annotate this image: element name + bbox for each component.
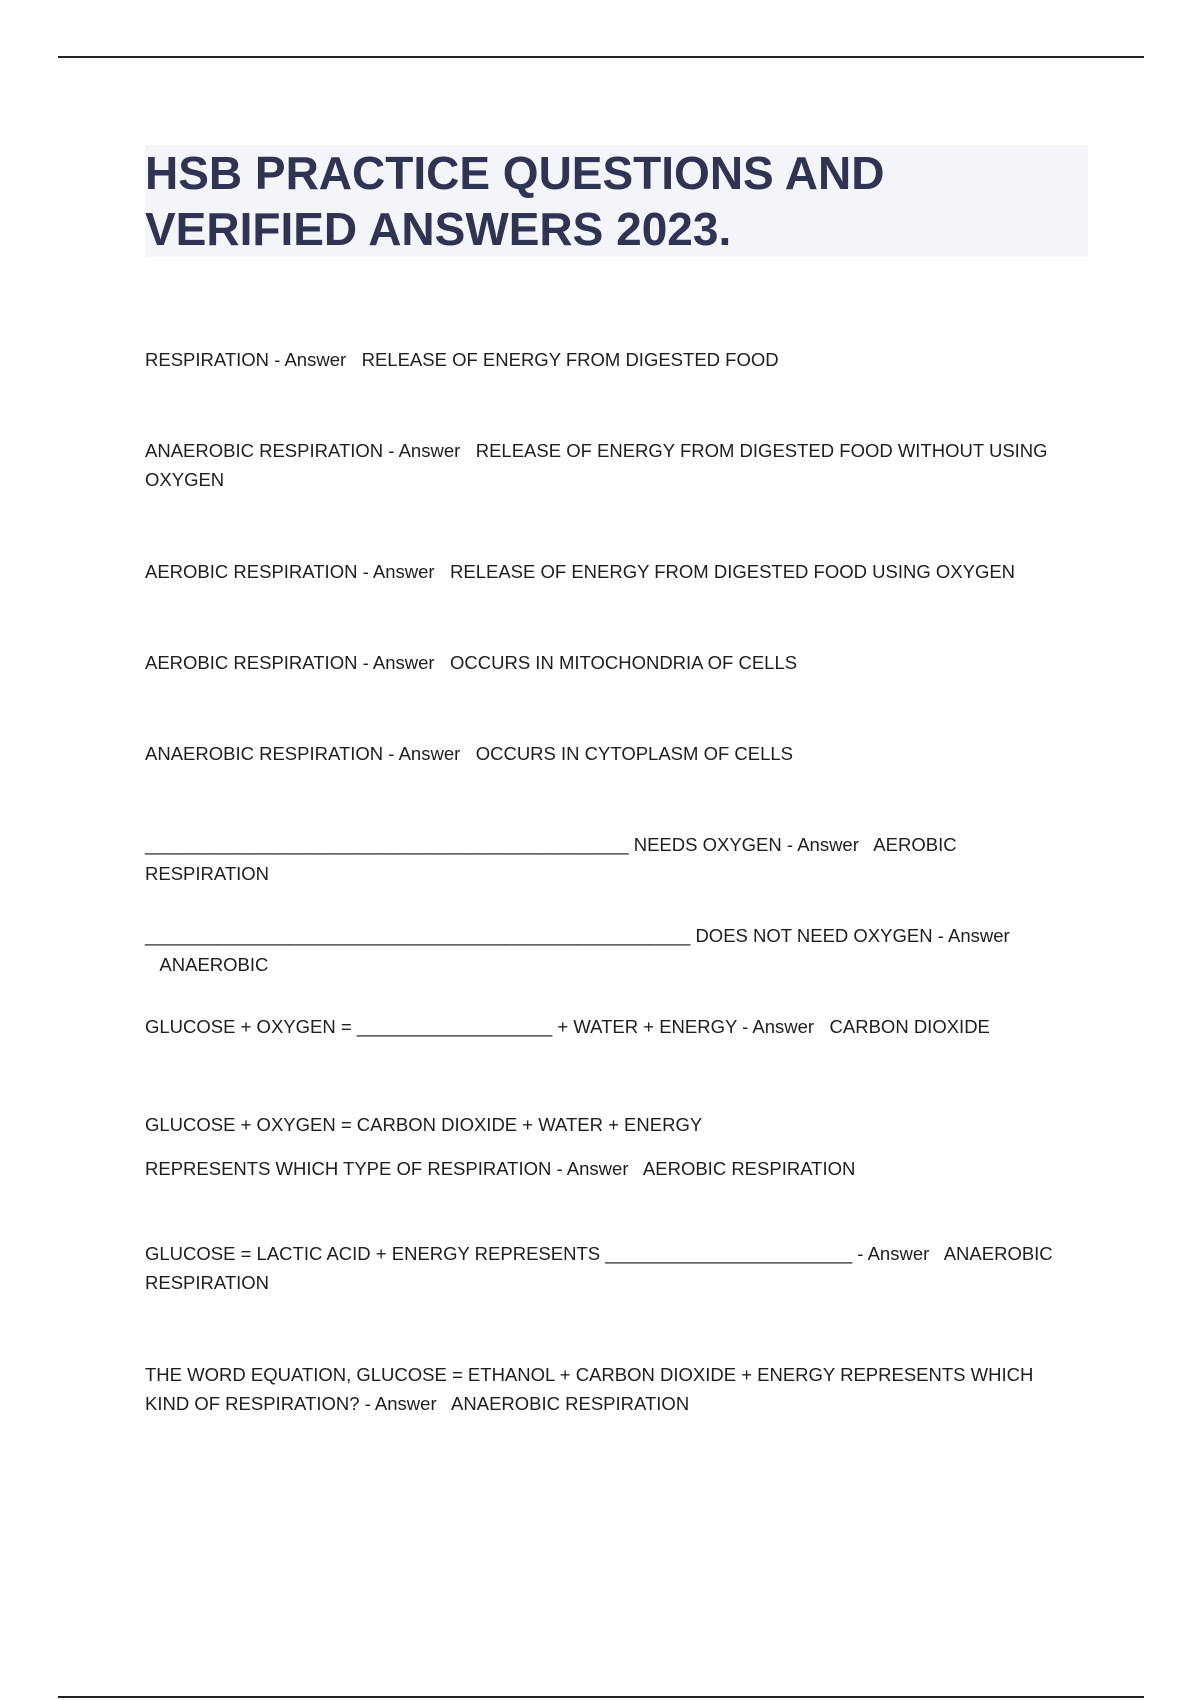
question-text: GLUCOSE = LACTIC ACID + ENERGY REPRESENTS ________________________ <box>145 1243 853 1264</box>
answer-text: AEROBIC RESPIRATION <box>145 834 957 884</box>
answer-text: OCCURS IN MITOCHONDRIA OF CELLS <box>450 652 798 673</box>
answer-label: Answer <box>398 743 461 764</box>
qa-item-4: AEROBIC RESPIRATION - Answer OCCURS IN MITOCHONDRIA OF CELLS <box>145 652 798 673</box>
qa-item-7: _____________________________________________________ DOES NOT NEED OXYGEN - Answer ANAEROBIC <box>145 925 1010 975</box>
answer-label: Answer <box>948 925 1010 946</box>
qa-item-2: ANAEROBIC RESPIRATION - Answer RELEASE OF ENERGY FROM DIGESTED FOOD WITHOUT USING OXYGEN <box>145 440 1048 490</box>
answer-label: Answer <box>374 1393 437 1414</box>
question-text-line-1: GLUCOSE + OXYGEN = CARBON DIOXIDE + WATER + ENERGY <box>145 1114 703 1135</box>
qa-item-11: THE WORD EQUATION, GLUCOSE = ETHANOL + CARBON DIOXIDE + ENERGY REPRESENTS WHICH KIND OF RESPIRATION? - Answer ANAEROBIC RESPIRATION <box>145 1364 1034 1414</box>
answer-label: Answer <box>867 1243 930 1264</box>
question-text: ANAEROBIC RESPIRATION <box>145 440 384 461</box>
answer-label: Answer <box>797 834 859 855</box>
question-text: _______________________________________________ NEEDS OXYGEN <box>145 834 782 855</box>
question-text: ANAEROBIC RESPIRATION <box>145 743 384 764</box>
answer-text: AEROBIC RESPIRATION <box>642 1158 856 1179</box>
answer-text: ANAEROBIC RESPIRATION <box>145 1243 1053 1293</box>
answer-label: Answer <box>372 652 435 673</box>
bottom-rule <box>58 1696 1144 1698</box>
qa-item-5: ANAEROBIC RESPIRATION - Answer OCCURS IN CYTOPLASM OF CELLS <box>145 743 794 764</box>
question-text: THE WORD EQUATION, GLUCOSE = ETHANOL + CARBON DIOXIDE + ENERGY REPRESENTS WHICH KIND OF RESPIRATION? <box>145 1364 1034 1414</box>
qa-item-8: GLUCOSE + OXYGEN = ___________________ + WATER + ENERGY - Answer CARBON DIOXIDE <box>145 1016 990 1037</box>
answer-label: Answer <box>752 1016 815 1037</box>
answer-label: Answer <box>284 349 347 370</box>
question-text: AEROBIC RESPIRATION <box>145 561 358 582</box>
qa-item-6: _______________________________________________ NEEDS OXYGEN - Answer AEROBIC RESPIRATION <box>145 834 957 884</box>
answer-label: Answer <box>398 440 461 461</box>
document-title: HSB PRACTICE QUESTIONS AND VERIFIED ANSWERS 2023. <box>145 147 885 255</box>
answer-label: Answer <box>566 1158 629 1179</box>
answer-text: OCCURS IN CYTOPLASM OF CELLS <box>475 743 794 764</box>
answer-label: Answer <box>372 561 435 582</box>
top-rule <box>58 56 1144 58</box>
question-text-line-2: REPRESENTS WHICH TYPE OF RESPIRATION <box>145 1158 552 1179</box>
qa-item-9: GLUCOSE + OXYGEN = CARBON DIOXIDE + WATER + ENERGY REPRESENTS WHICH TYPE OF RESPIRATION - Answer AEROBIC RESPIRATION <box>145 1103 1075 1191</box>
question-text: GLUCOSE + OXYGEN = ___________________ + WATER + ENERGY <box>145 1016 737 1037</box>
answer-text: ANAEROBIC <box>159 954 269 975</box>
answer-text: RELEASE OF ENERGY FROM DIGESTED FOOD USING OXYGEN <box>450 561 1016 582</box>
qa-item-1: RESPIRATION - Answer RELEASE OF ENERGY FROM DIGESTED FOOD <box>145 349 779 370</box>
qa-item-10: GLUCOSE = LACTIC ACID + ENERGY REPRESENTS ________________________ - Answer ANAEROBIC RESPIRATION <box>145 1243 1053 1293</box>
answer-text: RELEASE OF ENERGY FROM DIGESTED FOOD <box>361 349 779 370</box>
answer-text: RELEASE OF ENERGY FROM DIGESTED FOOD WITHOUT USING OXYGEN <box>145 440 1048 490</box>
question-text: _____________________________________________________ DOES NOT NEED OXYGEN <box>145 925 933 946</box>
question-text: AEROBIC RESPIRATION <box>145 652 358 673</box>
title-block <box>145 145 1088 257</box>
question-text: RESPIRATION <box>145 349 270 370</box>
answer-text: ANAEROBIC RESPIRATION <box>451 1393 690 1414</box>
qa-item-3: AEROBIC RESPIRATION - Answer RELEASE OF ENERGY FROM DIGESTED FOOD USING OXYGEN <box>145 561 1016 582</box>
answer-text: CARBON DIOXIDE <box>829 1016 990 1037</box>
